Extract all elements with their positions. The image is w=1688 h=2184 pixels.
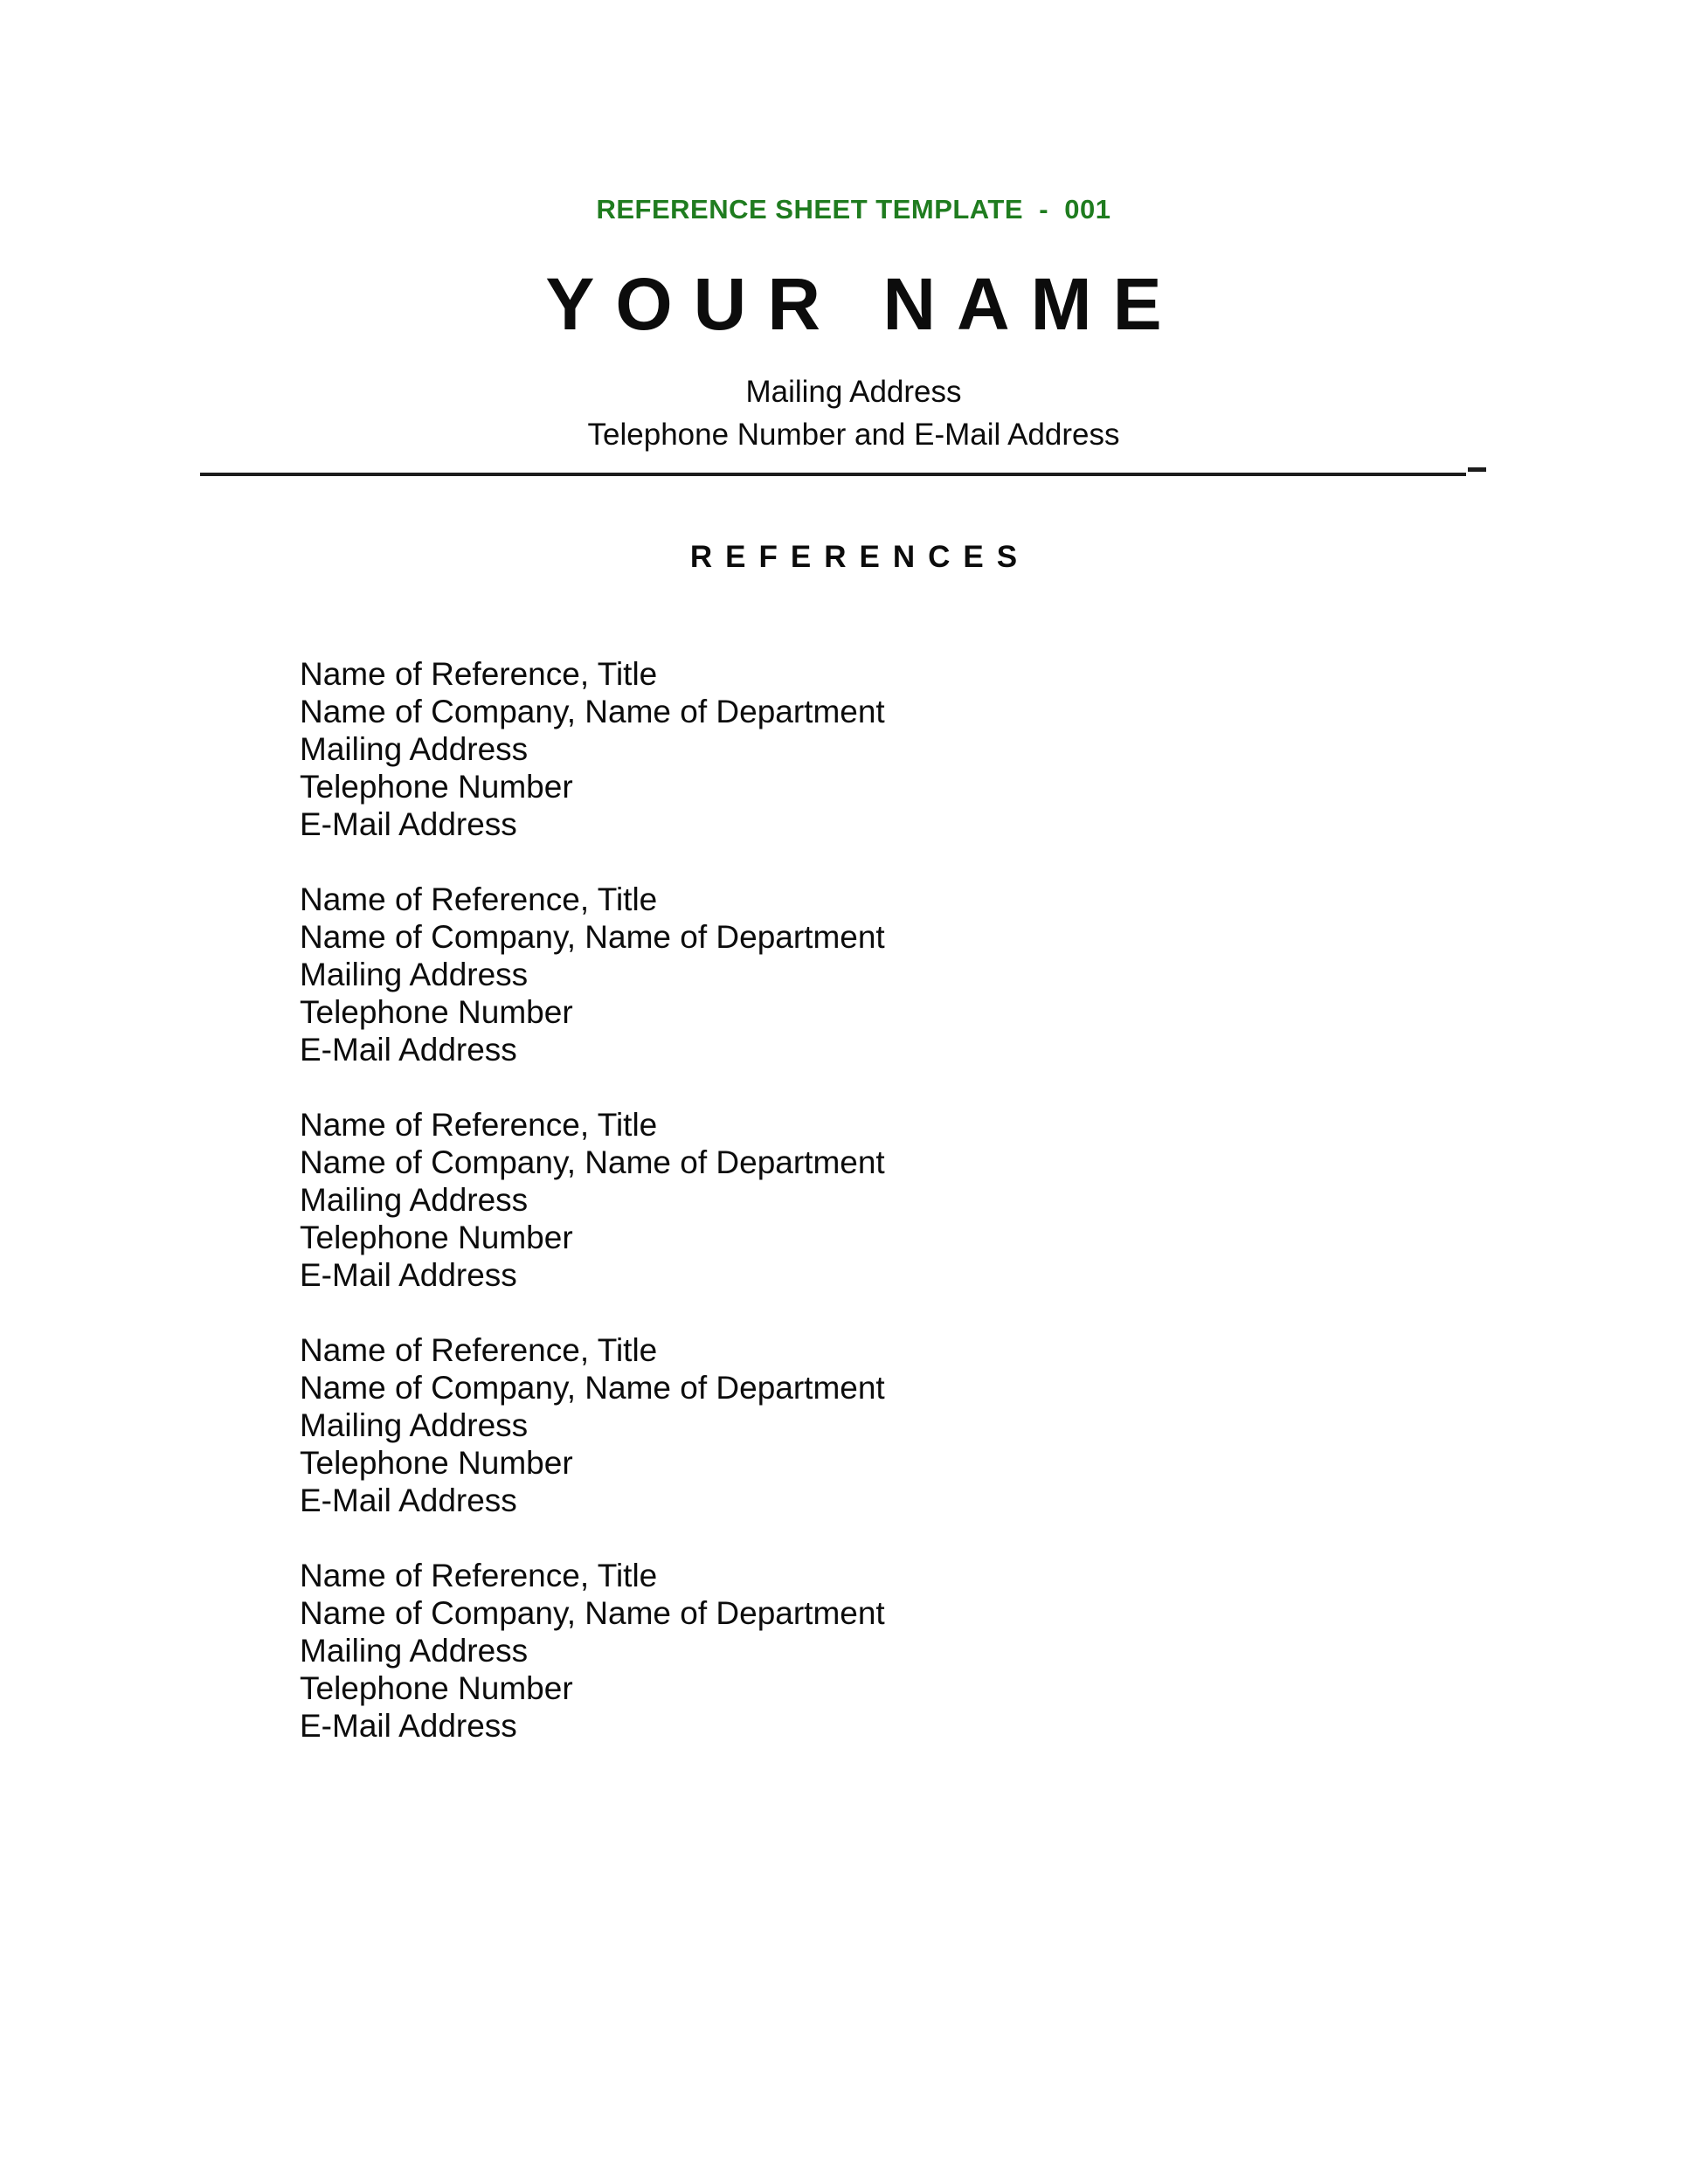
contact-block	[19, 370, 1688, 456]
reference-mailing-address: Mailing Address	[300, 957, 529, 992]
reference-name-title: Name of Reference, Title	[300, 881, 658, 917]
reference-name-title: Name of Reference, Title	[300, 1107, 658, 1143]
section-title: REFERENCES	[689, 540, 1031, 574]
reference-company-department: Name of Company, Name of Department	[300, 919, 885, 955]
page-title: YOUR NAME	[545, 263, 1183, 345]
reference-entry	[300, 1557, 1348, 1745]
mailing-address-line: Mailing Address	[745, 375, 962, 409]
reference-telephone: Telephone Number	[300, 994, 573, 1030]
reference-email: E-Mail Address	[300, 1257, 517, 1293]
reference-entry	[300, 881, 1348, 1068]
reference-company-department: Name of Company, Name of Department	[300, 1144, 885, 1180]
reference-entry	[300, 655, 1348, 843]
reference-company-department: Name of Company, Name of Department	[300, 1595, 885, 1631]
divider-end-dash	[1468, 467, 1486, 472]
reference-mailing-address: Mailing Address	[300, 1633, 529, 1669]
reference-mailing-address: Mailing Address	[300, 731, 529, 767]
divider-line	[200, 473, 1466, 476]
reference-email: E-Mail Address	[300, 1032, 517, 1068]
reference-name-title: Name of Reference, Title	[300, 1332, 658, 1368]
reference-mailing-address: Mailing Address	[300, 1182, 529, 1218]
reference-email: E-Mail Address	[300, 1482, 517, 1518]
reference-entry	[300, 1106, 1348, 1294]
reference-telephone: Telephone Number	[300, 1670, 573, 1706]
reference-email: E-Mail Address	[300, 806, 517, 842]
reference-name-title: Name of Reference, Title	[300, 656, 658, 692]
phone-email-line: Telephone Number and E-Mail Address	[587, 418, 1120, 452]
reference-email: E-Mail Address	[300, 1708, 517, 1744]
reference-name-title: Name of Reference, Title	[300, 1558, 658, 1593]
reference-company-department: Name of Company, Name of Department	[300, 694, 885, 729]
reference-company-department: Name of Company, Name of Department	[300, 1370, 885, 1406]
reference-telephone: Telephone Number	[300, 1220, 573, 1255]
reference-telephone: Telephone Number	[300, 1445, 573, 1481]
reference-mailing-address: Mailing Address	[300, 1407, 529, 1443]
reference-entry	[300, 1331, 1348, 1519]
template-label: REFERENCE SHEET TEMPLATE - 001	[596, 194, 1111, 225]
reference-telephone: Telephone Number	[300, 769, 573, 805]
